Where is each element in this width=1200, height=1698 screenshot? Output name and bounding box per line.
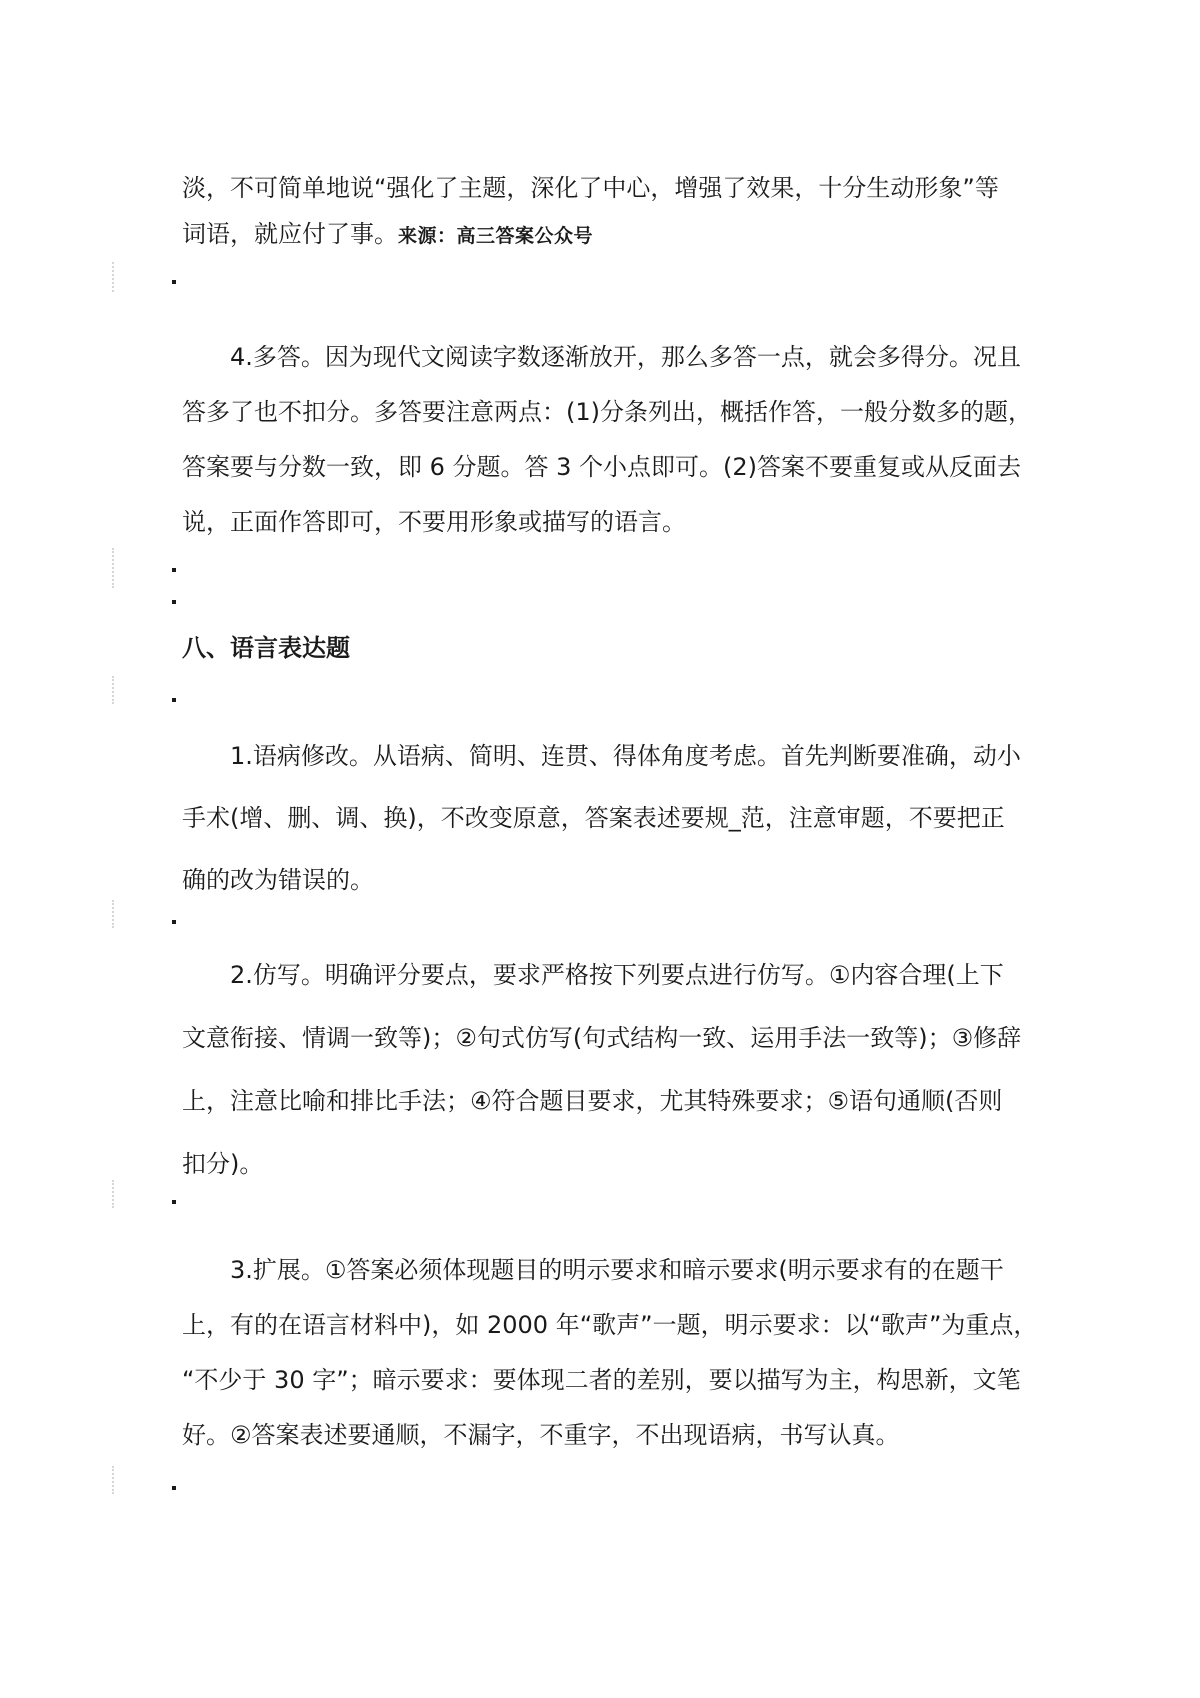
paragraph-item-2 bbox=[182, 944, 1042, 1196]
paragraph-line: 答多了也不扣分。多答要注意两点：(1)分条列出，概括作答，一般分数多的题， bbox=[182, 398, 1032, 426]
paragraph-line: 4.多答。因为现代文阅读字数逐渐放开，那么多答一点，就会多得分。况且 bbox=[182, 343, 1021, 371]
bullet-dot bbox=[172, 1200, 176, 1204]
paragraph-line: 手术(增、删、调、换)，不改变原意，答案表述要规_范，注意审题，不要把正 bbox=[182, 804, 1005, 832]
paragraph-line: 上，有的在语言材料中)，如 2000 年“歌声”一题，明示要求：以“歌声”为重点， bbox=[182, 1311, 1038, 1339]
bullet-dot bbox=[172, 568, 176, 572]
bullet-dot bbox=[172, 698, 176, 702]
paragraph-item-1 bbox=[182, 725, 1042, 911]
paragraph-line: “不少于 30 字”；暗示要求：要体现二者的差别，要以描写为主，构思新，文笔 bbox=[182, 1366, 1021, 1394]
paragraph-line: 扣分)。 bbox=[182, 1150, 264, 1178]
paragraph-line: 答案要与分数一致，即 6 分题。答 3 个小点即可。(2)答案不要重复或从反面去 bbox=[182, 453, 1022, 481]
source-note: 来源：高三答案公众号 bbox=[398, 225, 594, 247]
margin-mark bbox=[112, 676, 118, 704]
margin-mark bbox=[112, 548, 118, 588]
paragraph-line: 说，正面作答即可，不要用形象或描写的语言。 bbox=[182, 508, 686, 536]
paragraph-line: 确的改为错误的。 bbox=[182, 866, 374, 894]
intro-line-2-text: 词语，就应付了事。 bbox=[182, 220, 398, 248]
paragraph-line: 上，注意比喻和排比手法；④符合题目要求，尤其特殊要求；⑤语句通顺(否则 bbox=[182, 1087, 1003, 1115]
intro-line-1: 淡，不可简单地说“强化了主题，深化了中心，增强了效果，十分生动形象”等 bbox=[182, 174, 999, 202]
paragraph-line: 3.扩展。①答案必须体现题目的明示要求和暗示要求(明示要求有的在题干 bbox=[182, 1256, 1004, 1284]
intro-paragraph bbox=[182, 165, 1042, 259]
bullet-dot bbox=[172, 920, 176, 924]
bullet-dot bbox=[172, 600, 176, 604]
paragraph-line: 1.语病修改。从语病、简明、连贯、得体角度考虑。首先判断要准确，动小 bbox=[182, 742, 1021, 770]
section-heading: 八、语言表达题 bbox=[182, 634, 350, 662]
bullet-dot bbox=[172, 280, 176, 284]
intro-line-2 bbox=[182, 211, 1042, 259]
paragraph-line: 2.仿写。明确评分要点，要求严格按下列要点进行仿写。①内容合理(上下 bbox=[182, 961, 1004, 989]
paragraph-item-3 bbox=[182, 1243, 1042, 1463]
paragraph-line: 文意衔接、情调一致等)；②句式仿写(句式结构一致、运用手法一致等)；③修辞 bbox=[182, 1024, 1022, 1052]
bullet-dot bbox=[172, 1486, 176, 1490]
paragraph-item-4 bbox=[182, 330, 1042, 550]
margin-mark bbox=[112, 262, 118, 292]
margin-mark bbox=[112, 1180, 118, 1208]
margin-mark bbox=[112, 1466, 118, 1494]
paragraph-line: 好。②答案表述要通顺，不漏字，不重字，不出现语病，书写认真。 bbox=[182, 1421, 900, 1449]
margin-mark bbox=[112, 900, 118, 928]
